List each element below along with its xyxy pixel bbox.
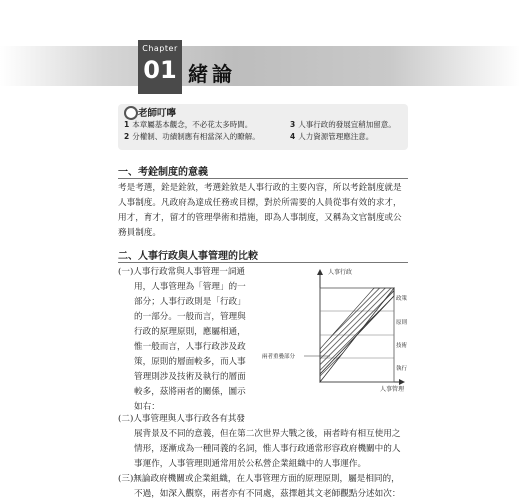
section-1-title: 一、考銓制度的意義 (118, 167, 208, 178)
body-line: 如右： (134, 402, 160, 412)
body-line: 管理則涉及技術及執行的層面 (134, 372, 246, 382)
body-line: 行政的原理原則，應屬相通， (134, 327, 246, 337)
section-divider (118, 178, 408, 179)
level-label: 執行 (396, 366, 408, 372)
bottom-axis-label: 人事管理 (380, 386, 405, 393)
body-line: 展背景及不同的意義，但在第二次世界大戰之後，兩者時有相互使用之 (134, 429, 401, 439)
chapter-badge (138, 40, 182, 94)
chapter-label: Chapter (142, 44, 178, 53)
body-line: 部分；人事行政則是「行政」 (134, 297, 246, 307)
admin-vs-management-diagram (262, 264, 410, 394)
body-line: 較多，茲將兩者的關係，圖示 (134, 387, 246, 397)
teacher-notes-title: 老師叮嚀 (138, 108, 177, 119)
chapter-title: 緒論 (188, 62, 236, 86)
body-line: (一)人事行政常與人事管理一詞通 (118, 267, 246, 277)
level-label: 技術 (396, 343, 408, 349)
body-line: 考是考選，銓是銓敘，考選銓敘是人事行政的主要內容，所以考銓制度就是 (118, 183, 402, 193)
body-line: 用，人事管理為「管理」的一 (134, 282, 246, 292)
overlap-label: 兩者重疊部分 (262, 354, 296, 360)
body-line: 用才，育才，留才的管理學術和措施，即為人事制度，又稱為文官制度或公 (118, 213, 402, 223)
note-item: 4 人力資源管理應注意。 (290, 132, 374, 141)
note-item: 1 本章屬基本觀念，不必花太多時間。 (124, 120, 253, 129)
level-label: 政策 (396, 296, 408, 302)
body-line: 的一部分。一般而言，管理與 (134, 312, 246, 322)
section-2-title: 二、人事行政與人事管理的比較 (118, 251, 258, 262)
chapter-number: 01 (143, 56, 177, 84)
body-line: 策，原則的層面較多，而人事 (134, 357, 246, 367)
level-label: 原則 (396, 320, 408, 326)
body-line: 務員制度。 (118, 228, 161, 238)
body-line: 情形，逐漸成為一種同義的名詞，惟人事行政通常形容政府機關中的人 (134, 444, 401, 454)
body-line: (二)人事管理與人事行政各有其發 (118, 414, 246, 424)
bullet-circle-icon (124, 106, 138, 120)
body-line: (三)無論政府機關或企業組織，在人事管理方面的原理原則，屬是相同的， (118, 474, 400, 484)
note-item: 3 人事行政的發展宜稍加留意。 (290, 120, 396, 129)
body-line: 事運作，人事管理則通常用於公私營企業組織中的人事運作。 (134, 459, 367, 469)
body-line: 不過，如深入觀察，兩者亦有不同處，茲擇趙其文老師觀點分述如次： (134, 489, 401, 499)
overlap-band-wide (320, 288, 394, 374)
body-line: 人事制度。凡政府為達成任務或目標，對於所需要的人員從事有效的求才， (118, 198, 402, 208)
chapter-header-band (0, 46, 520, 86)
section-divider (118, 262, 408, 263)
note-item: 2 分權制、功績制應有相當深入的瞭解。 (124, 132, 260, 141)
body-line: 惟一般而言，人事行政涉及政 (134, 342, 246, 352)
top-axis-label: 人事行政 (328, 269, 353, 276)
